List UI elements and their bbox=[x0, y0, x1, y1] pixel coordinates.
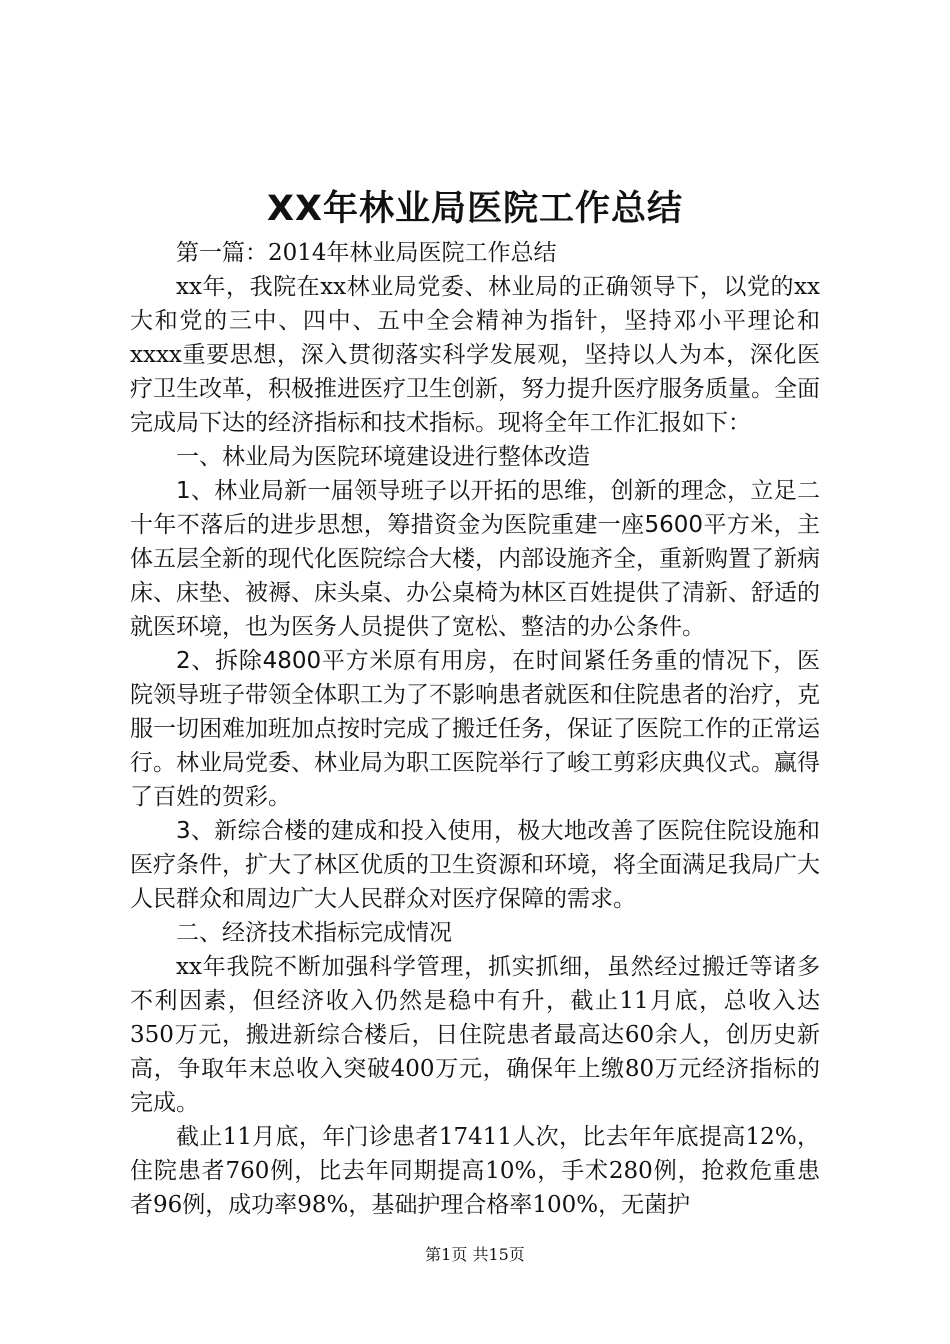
section-heading: 二、经济技术指标完成情况 bbox=[176, 920, 452, 946]
paragraph: 第一篇：2014年林业局医院工作总结 bbox=[176, 240, 557, 266]
paragraph: 2、拆除4800平方米原有用房，在时间紧任务重的情况下，医院领导班子带领全体职工为了不影响患者就医和住院患者的治疗，克服一切困难加班加点按时完成了搬迁任务，保证了医院工作的正常运行。林业局党委、林业局为职工医院举行了峻工剪彩庆典仪式。赢得了百姓的贺彩。 bbox=[130, 648, 820, 810]
paragraph: 1、林业局新一届领导班子以开拓的思维，创新的理念，立足二十年不落后的进步思想，筹措资金为医院重建一座5600平方米，主体五层全新的现代化医院综合大楼，内部设施齐全，重新购置了新病床、床垫、被褥、床头桌、办公桌椅为林区百姓提供了清新、舒适的就医环境，也为医务人员提供了宽松、整洁的办公条件。 bbox=[130, 478, 820, 640]
document-body bbox=[130, 236, 820, 1222]
paragraph: 3、新综合楼的建成和投入使用，极大地改善了医院住院设施和医疗条件，扩大了林区优质的卫生资源和环境，将全面满足我局广大人民群众和周边广大人民群众对医疗保障的需求。 bbox=[130, 818, 820, 912]
paragraph: 截止11月底，年门诊患者17411人次，比去年年底提高12%，住院患者760例，比去年同期提高10%，手术280例，抢救危重患者96例，成功率98%，基础护理合格率100%，无菌护 bbox=[130, 1124, 820, 1218]
paragraph: xx年我院不断加强科学管理，抓实抓细，虽然经过搬迁等诸多不利因素，但经济收入仍然是稳中有升，截止11月底，总收入达350万元，搬进新综合楼后，日住院患者最高达60余人，创历史新高，争取年末总收入突破400万元，确保年上缴80万元经济指标的完成。 bbox=[130, 954, 820, 1116]
section-heading: 一、林业局为医院环境建设进行整体改造 bbox=[176, 444, 590, 470]
page-number: 第1页 共15页 bbox=[425, 1245, 525, 1264]
document-title: XX年林业局医院工作总结 bbox=[267, 189, 683, 229]
paragraph: xx年，我院在xx林业局党委、林业局的正确领导下，以党的xx大和党的三中、四中、五中全会精神为指针，坚持邓小平理论和xxxx重要思想，深入贯彻落实科学发展观，坚持以人为本，深化医疗卫生改革，积极推进医疗卫生创新，努力提升医疗服务质量。全面完成局下达的经济指标和技术指标。现将全年工作汇报如下： bbox=[130, 274, 820, 436]
